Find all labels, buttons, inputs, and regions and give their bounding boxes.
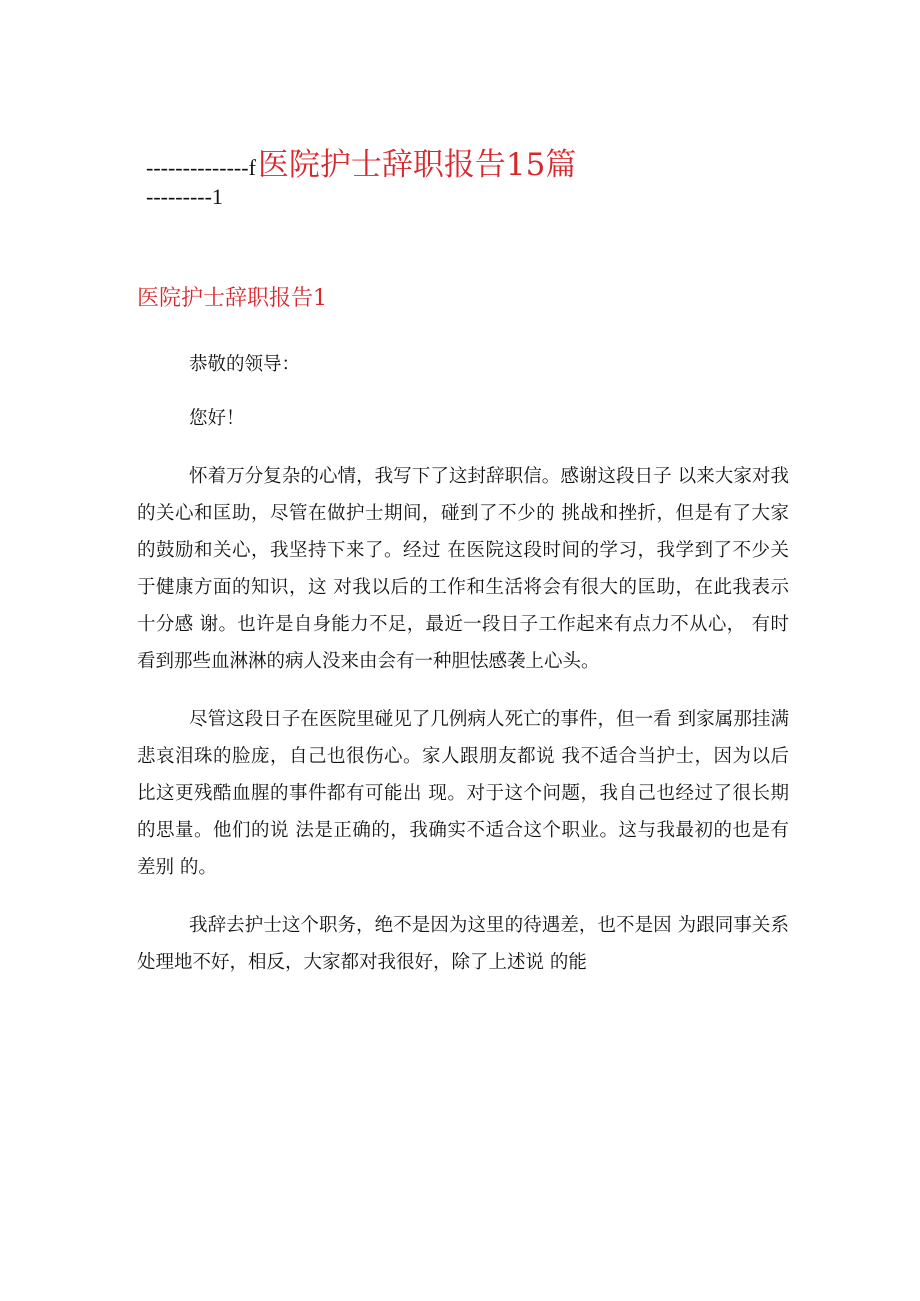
- letter-body: [137, 346, 789, 981]
- document-title: 医院护士辞职报告15篇: [257, 147, 577, 183]
- header-dash-suffix: ---------1: [146, 184, 223, 209]
- document-header: [146, 145, 846, 212]
- letter-paragraph: 我辞去护士这个职务，绝不是因为这里的待遇差，也不是因 为跟同事关系处理地不好，相反，大家都对我很好，除了上述说 的能: [137, 915, 789, 973]
- letter-paragraph: 怀着万分复杂的心情，我写下了这封辞职信。感谢这段日子 以来大家对我的关心和匡助，尽管在做护士期间，碰到了不少的 挑战和挫折，但是有了大家的鼓励和关心，我坚持下来了。经过 在医院这段时间的学习，我学到了不少关于健康方面的知识，这 对我以后的工作和生活将会有很大的匡助，在此我表示十分感 谢。也许是自身能力不足，最近一段日子工作起来有点力不从心， 有时看到那些血淋淋的病人没来由会有一种胆怯感袭上心头。: [137, 466, 789, 672]
- section-heading: 医院护士辞职报告1: [137, 286, 327, 311]
- letter-greeting: 恭敬的领导：: [189, 354, 301, 375]
- header-dash-prefix: --------------f: [146, 155, 256, 180]
- letter-salutation: 您好！: [189, 408, 245, 429]
- letter-paragraph: 尽管这段日子在医院里碰见了几例病人死亡的事件，但一看 到家属那挂满悲哀泪珠的脸庞，自己也很伤心。家人跟朋友都说 我不适合当护士，因为以后比这更残酷血腥的事件都有可能出 现。对于这个问题，我自己也经过了很长期的思量。他们的说 法是正确的，我确实不适合这个职业。这与我最初的也是有差别 的。: [137, 709, 789, 878]
